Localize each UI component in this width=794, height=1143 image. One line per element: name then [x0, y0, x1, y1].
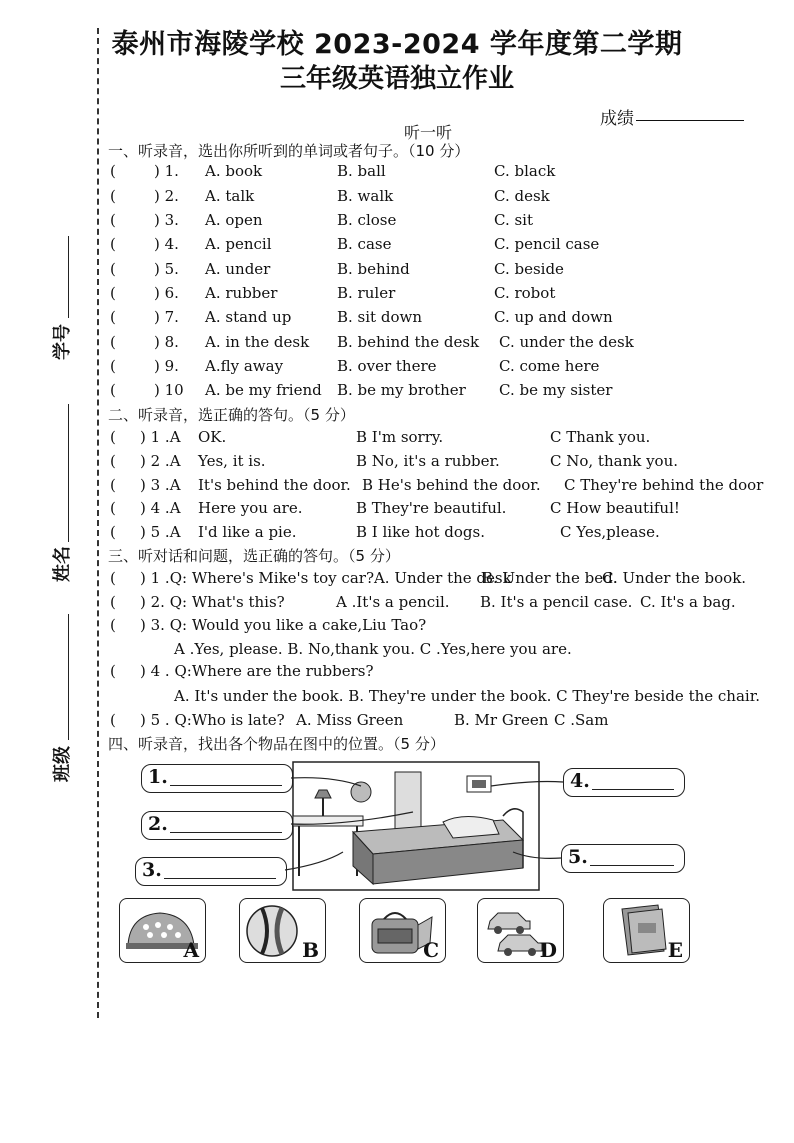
part1-title: 一、听录音，选出你所听到的单词或者句子。（10 分）	[108, 142, 470, 160]
box-number: 3.	[142, 859, 162, 881]
question-number: ) 3.	[154, 211, 179, 229]
option-b: B He's behind the door.	[362, 476, 541, 494]
item-box-a[interactable]	[119, 898, 206, 963]
question-number: ) 4.	[154, 235, 179, 253]
answer-paren[interactable]: (	[110, 260, 116, 278]
question-number: ) 2.	[154, 187, 179, 205]
question-number: ) 6.	[154, 284, 179, 302]
box-number: 4.	[570, 770, 590, 792]
question-number: ) 2 .A	[140, 452, 181, 470]
score-label: 成绩	[600, 109, 634, 129]
bedroom-illustration	[103, 756, 743, 896]
option-a: A. in the desk	[205, 333, 310, 351]
answer-paren[interactable]: (	[110, 476, 116, 494]
option-b: B No, it's a rubber.	[356, 452, 500, 470]
answer-paren[interactable]: (	[110, 333, 116, 351]
side-label-student-no: 学号	[52, 324, 73, 360]
option-b: B They're beautiful.	[356, 499, 507, 517]
option-b: B. Under the bed.	[482, 569, 618, 587]
question-text: ) 5 . Q:Who is late?	[140, 711, 285, 729]
option-a: A. pencil	[205, 235, 272, 253]
option-c: C They're behind the door	[564, 476, 764, 494]
option-c: C How beautiful!	[550, 499, 680, 517]
box-number: 2.	[148, 813, 168, 835]
picture-area	[103, 756, 743, 986]
option-c: C. beside	[494, 260, 564, 278]
answer-paren[interactable]: (	[110, 523, 116, 541]
question-number: ) 1.	[154, 162, 179, 180]
question-text: ) 3. Q: Would you like a cake,Liu Tao?	[140, 616, 427, 634]
option-a: A. Miss Green	[296, 711, 404, 729]
option-b: B I like hot dogs.	[356, 523, 486, 541]
option-a: A. be my friend	[205, 381, 322, 399]
item-letter: A	[183, 938, 199, 962]
answer-paren[interactable]: (	[110, 211, 116, 229]
option-c: C. up and down	[494, 308, 613, 326]
item-box-d[interactable]	[477, 898, 564, 963]
option-a: A. book	[205, 162, 263, 180]
option-c: C Thank you.	[550, 428, 651, 446]
p3-q4-options: A. It's under the book. B. They're under the book. C They're beside the chair.	[174, 687, 760, 705]
option-c: C Yes,please.	[560, 523, 660, 541]
option-a: A. under	[205, 260, 271, 278]
answer-paren[interactable]: (	[110, 381, 116, 399]
side-label-class: 班级	[52, 746, 73, 782]
option-a: A.fly away	[205, 357, 284, 375]
box-number: 5.	[568, 846, 588, 868]
part3-title: 三、听对话和问题，选正确的答句。（5 分）	[108, 547, 400, 565]
question-number: ) 3 .A	[140, 476, 181, 494]
option-a: A. open	[205, 211, 263, 229]
option-a: A .It's a pencil.	[336, 593, 450, 611]
part4-title: 四、听录音，找出各个物品在图中的位置。（5 分）	[108, 735, 445, 753]
option-a: Here you are.	[198, 499, 303, 517]
option-c: C. under the desk	[499, 333, 634, 351]
question-number: ) 10	[154, 381, 184, 399]
option-c: C. be my sister	[499, 381, 613, 399]
item-box-c[interactable]	[359, 898, 446, 963]
answer-paren[interactable]: (	[110, 187, 116, 205]
item-letter: E	[667, 938, 683, 962]
option-b: B. It's a pencil case.	[480, 593, 633, 611]
option-c: C. sit	[494, 211, 534, 229]
part2-title: 二、听录音，选正确的答句。（5 分）	[108, 406, 355, 424]
option-c: C. pencil case	[494, 235, 600, 253]
option-b: B. Mr Green	[454, 711, 549, 729]
question-text: ) 1 .Q: Where's Mike's toy car?A. Under the desk	[140, 569, 512, 587]
option-b: B. close	[337, 211, 397, 229]
item-box-e[interactable]	[603, 898, 690, 963]
answer-paren[interactable]: (	[110, 162, 116, 180]
question-number: ) 7.	[154, 308, 179, 326]
item-letter: D	[539, 938, 557, 962]
option-a: A. rubber	[205, 284, 278, 302]
option-c: C. come here	[499, 357, 600, 375]
question-text: ) 4 . Q:Where are the rubbers?	[140, 662, 374, 680]
option-a: It's behind the door.	[198, 476, 351, 494]
answer-paren[interactable]: (	[110, 452, 116, 470]
item-letter: B	[302, 938, 319, 962]
name-blank[interactable]	[68, 404, 69, 542]
class-blank[interactable]	[68, 614, 69, 740]
box-number: 1.	[148, 766, 168, 788]
option-c: C. black	[494, 162, 556, 180]
option-b: B. ruler	[337, 284, 396, 302]
item-box-b[interactable]	[239, 898, 326, 963]
answer-paren[interactable]: (	[110, 616, 116, 634]
question-number: ) 1 .A	[140, 428, 181, 446]
option-c: C. It's a bag.	[640, 593, 736, 611]
option-b: B. over there	[337, 357, 437, 375]
answer-paren[interactable]: (	[110, 499, 116, 517]
option-b: B. be my brother	[337, 381, 466, 399]
option-a: I'd like a pie.	[198, 523, 297, 541]
option-c: C. desk	[494, 187, 550, 205]
option-a: A. talk	[205, 187, 255, 205]
side-label-name: 姓名	[52, 546, 73, 582]
item-letter: C	[423, 938, 439, 962]
option-b: B. ball	[337, 162, 386, 180]
option-c: C. Under the book.	[602, 569, 747, 587]
question-number: ) 5 .A	[140, 523, 181, 541]
question-text: ) 2. Q: What's this?	[140, 593, 285, 611]
section-heading: 听一听	[403, 123, 452, 142]
option-b: B. walk	[337, 187, 394, 205]
student-no-blank[interactable]	[68, 236, 69, 318]
option-c: C. robot	[494, 284, 556, 302]
option-b: B. sit down	[337, 308, 422, 326]
answer-paren[interactable]: (	[110, 428, 116, 446]
option-b: B I'm sorry.	[356, 428, 444, 446]
option-a: OK.	[198, 428, 227, 446]
answer-paren[interactable]: (	[110, 662, 116, 680]
question-number: ) 9.	[154, 357, 179, 375]
question-number: ) 5.	[154, 260, 179, 278]
option-a: A. stand up	[205, 308, 292, 326]
option-b: B. behind	[337, 260, 410, 278]
answer-paren[interactable]: (	[110, 235, 116, 253]
answer-paren[interactable]: (	[110, 593, 116, 611]
p3-q3-options: A .Yes, please. B. No,thank you. C .Yes,here you are.	[174, 640, 572, 658]
answer-paren[interactable]: (	[110, 284, 116, 302]
answer-paren[interactable]: (	[110, 357, 116, 375]
option-c: C .Sam	[554, 711, 609, 729]
option-b: B. behind the desk	[337, 333, 480, 351]
option-a: Yes, it is.	[198, 452, 266, 470]
question-number: ) 8.	[154, 333, 179, 351]
option-c: C No, thank you.	[550, 452, 679, 470]
answer-paren[interactable]: (	[110, 569, 116, 587]
answer-paren[interactable]: (	[110, 711, 116, 729]
exam-subtitle: 三年级英语独立作业	[279, 64, 514, 94]
exam-title: 泰州市海陵学校 2023-2024 学年度第二学期	[111, 29, 683, 60]
option-b: B. case	[337, 235, 392, 253]
binding-dashed-line	[97, 28, 99, 1018]
question-number: ) 4 .A	[140, 499, 181, 517]
answer-paren[interactable]: (	[110, 308, 116, 326]
